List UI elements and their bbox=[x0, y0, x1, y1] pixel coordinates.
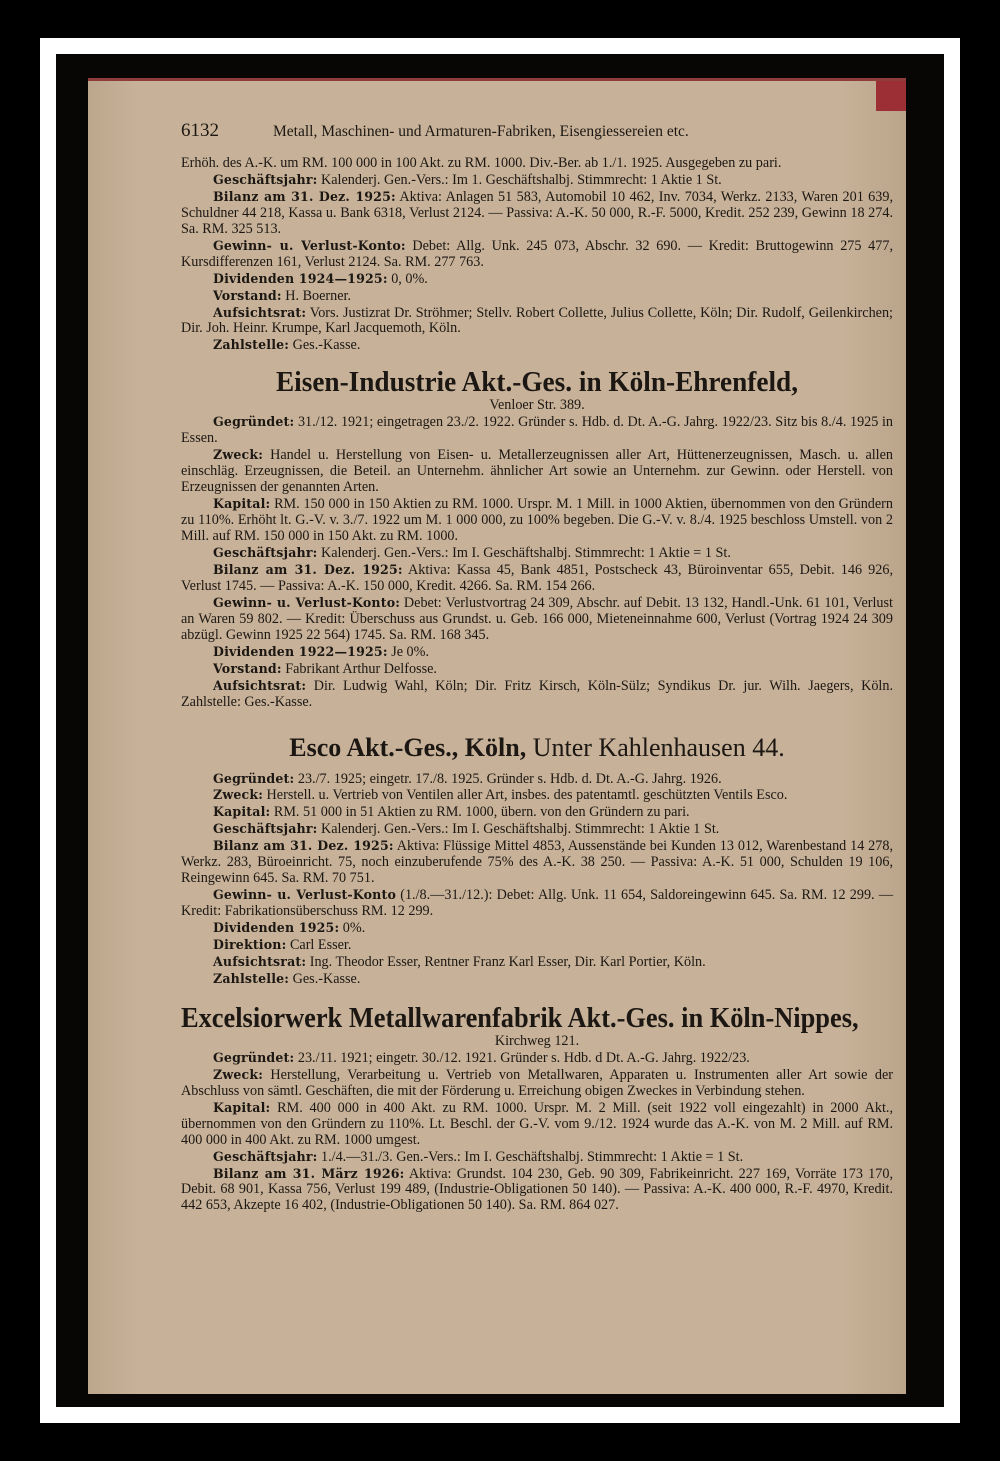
paragraph-text: Aktiva: Kassa 45, Bank 4851, Postscheck 43, Büroinventar 655, Debit. 146 926, Verlust 1745. — Passiva: A.-K. 150 000, Kredit. 4266. Sa. RM. 154 266. bbox=[181, 561, 894, 594]
paragraph-text: Kalenderj. Gen.-Vers.: Im 1. Geschäftshalbj. Stimmrecht: 1 Aktie 1 St. bbox=[320, 171, 722, 188]
entry-paragraph bbox=[181, 271, 893, 288]
paragraph-text: 23./7. 1925; eingetr. 17./8. 1925. Gründer s. Hdb. d. Dt. A.-G. Jahrg. 1926. bbox=[297, 770, 722, 787]
entry-paragraph bbox=[181, 562, 893, 595]
field-label: Bilanz am 31. März 1926: bbox=[213, 1165, 405, 1181]
field-label: Zweck: bbox=[213, 787, 263, 803]
paragraph-text: 0, 0%. bbox=[391, 270, 428, 287]
entry-paragraph bbox=[181, 337, 893, 354]
paragraph-text: Herstellung, Verarbeitung u. Vertrieb von Metallwaren, Apparaten u. Instrumenten aller Art sowie der Abschluss von sämtl. Geschäften, die mit der Förderung u. Erreichung obigen Zweckes in Verbindung stehen. bbox=[181, 1066, 894, 1099]
field-label: Direktion: bbox=[213, 937, 287, 953]
entry-paragraph bbox=[181, 305, 893, 338]
entry-paragraph bbox=[181, 238, 893, 271]
paragraph-text: Kalenderj. Gen.-Vers.: Im I. Geschäftshalbj. Stimmrecht: 1 Aktie 1 St. bbox=[320, 821, 720, 838]
entry-paragraph bbox=[181, 288, 893, 305]
entry-paragraph bbox=[181, 595, 893, 644]
entry-paragraph bbox=[181, 447, 893, 496]
field-label: Gegründet: bbox=[213, 770, 295, 786]
field-label: Gegründet: bbox=[213, 414, 295, 430]
entry-paragraph bbox=[181, 1149, 893, 1166]
paragraph-text: RM. 150 000 in 150 Aktien zu RM. 1000. Urspr. M. 1 Mill. in 1000 Aktien, übernommen von den Gründern zu 110%. Erhöht lt. G.-V. v. 3./7. 1922 um M. 1 000 000, zu 100% begeben. Die G.-V. v. 8./4. 1925 beschloss Umstell. von 2 Mill. auf RM. 150 000 in 150 Akt. zu RM. 1000. bbox=[181, 496, 893, 545]
field-label: Zahlstelle: bbox=[213, 337, 290, 353]
entry-paragraph bbox=[181, 1050, 893, 1067]
paragraph-text: Ges.-Kasse. bbox=[292, 337, 361, 354]
paragraph-text: Aktiva: Flüssige Mittel 4853, Aussenstände bei Kunden 13 012, Warenbestand 14 278, Werkz. 283, Büroeinricht. 75, noch einzuberufende 75% des A.-K. 38 250. — Passiva: A.-K. 51 000, Schulden 19 106, Reingewinn 645. Sa. RM. 70 751. bbox=[181, 838, 894, 887]
paragraph-text: Carl Esser. bbox=[289, 937, 352, 954]
field-label: Dividenden 1925: bbox=[213, 920, 340, 936]
paragraph-text: Debet: Verlustvortrag 24 309, Abschr. auf Debit. 13 132, Handl.-Unk. 61 101, Verlust an Waren 59 802. — Kredit: Überschuss aus Grundst. u. Geb. 166 000, Mieteneinnahme 600, Verlust (Vortrag 1924 24 309 abzügl. Gewinn 1925 22 564) 1745. Sa. RM. 168 345. bbox=[181, 594, 893, 643]
field-label: Bilanz am 31. Dez. 1925: bbox=[213, 838, 394, 854]
field-label: Zweck: bbox=[213, 447, 263, 463]
paragraph-text: Kalenderj. Gen.-Vers.: Im I. Geschäftshalbj. Stimmrecht: 1 Aktie = 1 St. bbox=[320, 544, 731, 561]
field-label: Vorstand: bbox=[213, 287, 282, 303]
field-label: Geschäftsjahr: bbox=[213, 1148, 318, 1164]
paragraph-text: 0%. bbox=[342, 920, 366, 937]
continued-entry bbox=[181, 156, 893, 354]
paragraph-text: Ing. Theodor Esser, Rentner Franz Karl Esser, Dir. Karl Portier, Köln. bbox=[309, 953, 706, 970]
entry-paragraph bbox=[181, 771, 893, 788]
entry-paragraph bbox=[181, 189, 893, 238]
entry-paragraph bbox=[181, 1100, 893, 1149]
entry-paragraph bbox=[181, 787, 893, 804]
entry-paragraph bbox=[181, 496, 893, 545]
field-label: Zahlstelle: bbox=[213, 970, 290, 986]
paragraph-text: Aktiva: Grundst. 104 230, Geb. 90 309, Fabrikeinricht. 227 169, Vorräte 173 170, Debit. 68 901, Kassa 756, Verlust 199 489, (Industrie-Obligationen 50 140). — Passiva: A.-K. 400 000, R.-F. 4970, Kredit. 442 653, Akzepte 16 402, (Industrie-Obligationen 50 140). Sa. RM. 864 027. bbox=[181, 1165, 893, 1214]
paragraph-text: Herstell. u. Vertrieb von Ventilen aller Art, insbes. des patentamtl. geschützten Ventils Esco. bbox=[266, 787, 788, 804]
field-label: Zweck: bbox=[213, 1066, 263, 1082]
entry-paragraph bbox=[181, 821, 893, 838]
entry-paragraph bbox=[181, 1067, 893, 1100]
field-label: Geschäftsjahr: bbox=[213, 821, 318, 837]
paragraph-text: (1./8.—31./12.): Debet: Allg. Unk. 11 654, Saldoreingewinn 645. Sa. RM. 12 299. — Kredit: Fabrikationsüberschuss RM. 12 299. bbox=[181, 887, 894, 920]
paragraph-text: Aktiva: Anlagen 51 583, Automobil 10 462, Inv. 7034, Werkz. 2133, Waren 201 639, Schuldner 44 218, Kassa u. Bank 6318, Verlust 2124. — Passiva: A.-K. 50 000, R.-F. 5000, Kredit. 252 239, Gewinn 18 274. Sa. RM. 325 513. bbox=[181, 188, 894, 237]
entry-paragraph bbox=[181, 920, 893, 937]
company-heading: Eisen-Industrie Akt.-Ges. in Köln-Ehrenfeld, bbox=[275, 366, 799, 399]
entry-paragraph bbox=[181, 172, 893, 189]
paragraph-text: Je 0%. bbox=[391, 643, 430, 660]
field-label: Kapital: bbox=[213, 1099, 271, 1115]
paragraph-text: Vors. Justizrat Dr. Ströhmer; Stellv. Robert Collette, Julius Collette, Köln; Dir. Rudolf, Geilenkirchen; Dir. Joh. Heinr. Krumpe, Karl Jacquemoth, Köln. bbox=[181, 304, 893, 337]
paragraph-text: 31./12. 1921; eingetragen 23./2. 1922. Gründer s. Hdb. d. Dt. A.-G. Jahrg. 1922/23. Sitz bis 8./4. 1925 in Essen. bbox=[181, 414, 894, 447]
field-label: Bilanz am 31. Dez. 1925: bbox=[213, 561, 403, 577]
field-label: Geschäftsjahr: bbox=[213, 544, 318, 560]
entry-paragraph bbox=[181, 414, 893, 447]
field-label: Aufsichtsrat: bbox=[213, 304, 307, 320]
binding-tape bbox=[876, 81, 906, 111]
page-number: 6132 bbox=[181, 120, 219, 141]
entry-paragraph bbox=[181, 678, 893, 711]
page-content bbox=[181, 120, 894, 1214]
field-label: Dividenden 1924—1925: bbox=[213, 270, 388, 286]
company-heading bbox=[181, 733, 893, 763]
paragraph-text: Fabrikant Arthur Delfosse. bbox=[285, 660, 437, 677]
field-label: Geschäftsjahr: bbox=[213, 171, 318, 187]
paragraph-text: RM. 400 000 in 400 Akt. zu RM. 1000. Urspr. M. 2 Mill. (seit 1922 voll eingezahlt) in 2000 Akt., übernommen von den Gründern zu 110%. Lt. Beschl. der G.-V. vom 9./12. 1924 wurde das A.-K. von M. 2 Mill. auf RM. 400 000 in 400 Akt. zu RM. 1000 umgest. bbox=[181, 1099, 894, 1148]
paragraph-text: Erhöh. des A.-K. um RM. 100 000 in 100 Akt. zu RM. 1000. Div.-Ber. ab 1./1. 1925. Ausgegeben zu pari. bbox=[181, 154, 782, 171]
field-label: Kapital: bbox=[213, 804, 271, 820]
paragraph-text: Dir. Ludwig Wahl, Köln; Dir. Fritz Kirsch, Köln-Sülz; Syndikus Dr. jur. Wilh. Jaegers, Köln. Zahlstelle: Ges.-Kasse. bbox=[181, 677, 894, 710]
company-address: Venloer Str. 389. bbox=[489, 397, 585, 414]
field-label: Gewinn- u. Verlust-Konto bbox=[213, 887, 396, 903]
running-title: Metall, Maschinen- und Armaturen-Fabriken, Eisengiessereien etc. bbox=[273, 123, 689, 140]
company-entry bbox=[181, 733, 893, 988]
paragraph-text: H. Boerner. bbox=[285, 287, 352, 304]
paragraph-text: Debet: Allg. Unk. 245 073, Abschr. 32 690. — Kredit: Bruttogewinn 275 477, Kursdifferenzen 161, Verlust 2124. Sa. RM. 277 763. bbox=[181, 237, 894, 270]
company-entry bbox=[181, 1002, 893, 1214]
field-label: Dividenden 1922—1925: bbox=[213, 643, 388, 659]
paragraph-text: Handel u. Herstellung von Eisen- u. Metallerzeugnissen aller Art, Hüttenerzeugnissen, Masch. u. allen einschläg. Erzeugnissen, die Beteil. an Unternehm. ähnlicher Art sowie an Unternehm. zur Gewinn. oder Herstell. von Erzeugnissen der genannten Arten. bbox=[181, 447, 894, 496]
company-entry bbox=[181, 366, 893, 710]
field-label: Bilanz am 31. Dez. 1925: bbox=[213, 188, 396, 204]
entry-paragraph bbox=[181, 971, 893, 988]
field-label: Gewinn- u. Verlust-Konto: bbox=[213, 237, 406, 253]
entry-paragraph bbox=[181, 887, 893, 920]
field-label: Gegründet: bbox=[213, 1049, 295, 1065]
field-label: Gewinn- u. Verlust-Konto: bbox=[213, 594, 401, 610]
entry-paragraph bbox=[181, 937, 893, 954]
field-label: Aufsichtsrat: bbox=[213, 953, 307, 969]
company-heading-bold: Esco Akt.-Ges., Köln, bbox=[289, 732, 527, 762]
field-label: Vorstand: bbox=[213, 660, 282, 676]
running-head bbox=[181, 120, 893, 141]
entry-paragraph bbox=[181, 156, 893, 172]
entry-paragraph bbox=[181, 804, 893, 821]
paragraph-text: 1./4.—31./3. Gen.-Vers.: Im I. Geschäftshalbj. Stimmrecht: 1 Aktie = 1 St. bbox=[320, 1148, 744, 1165]
company-heading-rest: Unter Kahlenhausen 44. bbox=[532, 732, 785, 762]
entry-paragraph bbox=[181, 954, 893, 971]
entry-paragraph bbox=[181, 1166, 893, 1215]
paragraph-text: RM. 51 000 in 51 Aktien zu RM. 1000, übern. von den Gründern zu pari. bbox=[273, 804, 690, 821]
entry-paragraph bbox=[181, 644, 893, 661]
entry-paragraph bbox=[181, 661, 893, 678]
entry-paragraph bbox=[181, 838, 893, 887]
entry-paragraph bbox=[181, 545, 893, 562]
company-heading: Excelsiorwerk Metallwarenfabrik Akt.-Ges. in Köln-Nippes, bbox=[181, 1001, 859, 1034]
field-label: Kapital: bbox=[213, 496, 271, 512]
field-label: Aufsichtsrat: bbox=[213, 677, 307, 693]
paragraph-text: Ges.-Kasse. bbox=[292, 970, 361, 987]
book-page bbox=[88, 78, 906, 1394]
company-address: Kirchweg 121. bbox=[494, 1032, 580, 1049]
paragraph-text: 23./11. 1921; eingetr. 30./12. 1921. Gründer s. Hdb. d Dt. A.-G. Jahrg. 1922/23. bbox=[297, 1049, 750, 1066]
